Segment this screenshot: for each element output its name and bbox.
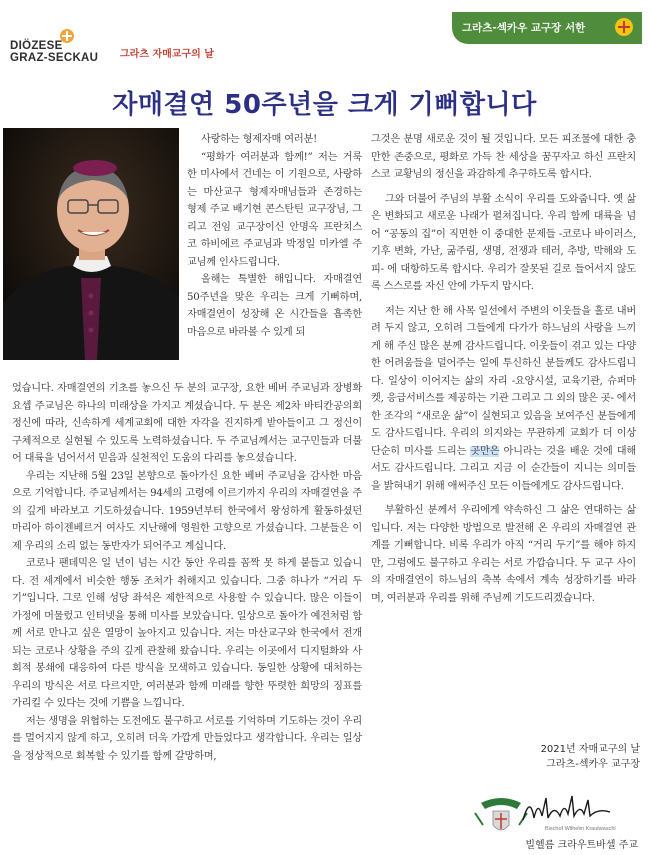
letter-column-left-bottom <box>12 380 362 765</box>
cross-emblem-icon <box>615 18 633 36</box>
logo-line2: GRAZ-SECKAU <box>10 52 99 64</box>
bishop-portrait <box>3 128 179 360</box>
paragraph <box>371 303 636 496</box>
paragraph: 저는 생명을 위협하는 도전에도 불구하고 서로를 기억하며 기도하는 것이 우리를 멀어지지 않게 하고, 오히려 더욱 가깝게 만들었다고 생각합니다. 우리는 일상을 정상적으로 회복할 수 있기를 함께 갈망하며, <box>12 715 362 762</box>
paragraph: 그와 더불어 주님의 부활 소식이 우리를 도와줍니다. 옛 삶은 변화되고 새로운 나래가 펼쳐집니다. 우리 함께 대륙을 넘어 “공동의 집”이 직면한 이 중대한 문제들 -코로나 바이러스, 기후 변화, 가난, 굶주림, 생명, 전쟁과 테러, 추방, 박해와 도피- 에 대항하도록 합시다. 우리가 잘못된 길로 들어서지 않도록 스스로를 자신 안에 가두지 맙시다. <box>371 193 636 292</box>
paragraph: 그것은 분명 새로운 것이 될 것입니다. 모든 피조물에 대한 충만한 존중으로, 평화로 가득 찬 세상을 꿈꾸자고 하신 프란치스코 교황님의 정신을 과감하게 추구하도록 합시다. <box>371 134 636 180</box>
diocese-logo <box>10 40 130 64</box>
greeting: 사랑하는 형제자매 여러분! <box>201 134 318 145</box>
header-banner-text: 그라츠-섹카우 교구장 서한 <box>462 22 586 34</box>
signature-date: 2021년 자매교구의 날 <box>540 744 640 755</box>
letter-column-left-top <box>187 131 362 341</box>
paragraph-part: 저는 지난 한 해 사목 일선에서 주변의 이웃들을 홀로 내버려 두지 않고, 오히려 그들에게 다가가 하느님의 사랑을 느끼게 해 주신 많은 분께 감사드립니다. 이웃들이 겪고 있는 다양한 어려움들을 덜어주는 일에 투신하신 분들께도 감사드립니다. 일상이 이어지는 삶의 자리 -요양시설, 교육기관, 슈퍼마켓, 응급서비스를 제공하는 기관 그리고 그 외의 많은 곳- 에서 한 조각의 “새로운 삶”이 실현되고 있음을 보여주신 분들에게도 감사드립니다. 우리의 의지와는 무관하게 교회가 더 이상 단순히 미사를 드리는 <box>371 305 637 457</box>
paragraph: 우리는 지난해 5월 23일 본향으로 돌아가신 요한 베버 주교님을 감사한 마음으로 기억합니다. 주교님께서는 94세의 고령에 이르기까지 우리의 자매결연을 주의 깊게 바라보고 기도하셨습니다. 1959년부터 한국에서 왕성하게 활동하셨던 마리아 하이젠베르거 여사도 지난해에 영원한 고향으로 가셨습니다. 그분들은 이제 우리의 소리 없는 동반자가 되어주고 계십니다. <box>12 470 362 552</box>
signature-role: 그라츠-섹카우 교구장 <box>546 759 640 770</box>
handwritten-signature <box>520 790 615 828</box>
paragraph-part: 아니라는 것을 배운 것에 대해서도 감사드립니다. 그리고 지금 이 순간들이 지니는 의미들을 밝혀내기 위해 애써주신 모든 이들에게도 감사드립니다. <box>371 445 636 492</box>
logo-line1: DIÖZESE <box>10 40 63 52</box>
paragraph: 었습니다. 자매결연의 기초를 놓으신 두 분의 교구장, 요한 베버 주교님과 장병화 요셉 주교님은 하나의 미래상을 가지고 계셨습니다. 두 분은 제2차 바티칸공의회 정신에 따라, 신속하게 세계교회에 대한 자각을 진지하게 받아들이고 그 정신이 구체적으로 실현될 수 있도록 노력하셨습니다. 두 주교님께서는 교구민들과 더불어 대륙을 넘어서서 믿음과 실천적인 도움의 다리를 놓으셨습니다. <box>12 383 362 464</box>
paragraph: “평화가 여러분과 함께!” 저는 거룩한 미사에서 건네는 이 기원으로, 사랑하는 마산교구 형제자매님들과 존경하는 형제 주교 배기현 콘스탄틴 교구장님, 그리고 전임 교구장이신 안명옥 프란치스코 하비에르 주교님과 박정일 미카엘 주교님께 인사드립니다. <box>187 151 362 268</box>
paragraph: 코로나 팬데믹은 일 년이 넘는 시간 동안 우리를 꼼짝 못 하게 붙들고 있습니다. 전 세계에서 비슷한 행동 조처가 취해지고 있습니다. 그중 하나가 “거리 두기”입니다. 그로 인해 성당 좌석은 제한적으로 사용할 수 있습니다. 많은 이들이 가정에 머물렀고 인터넷을 통해 미사를 보았습니다. 일상으로 돌아가 예전처럼 함께 서로 만나고 싶은 열망이 높아지고 있습니다. 저는 마산교구와 한국에서 전개되는 코로나 상황을 주의 깊게 관찰해 왔습니다. 우리는 이곳에서 디지털화와 사회적 봉쇄에 대응하여 다른 방식을 모색하고 있습니다. 동일한 상황에 대처하는 우리의 방식은 서로 다르지만, 여러분과 함께 미래를 향한 뚜렷한 희망의 징표를 가리킬 수 있다는 것에 기쁨을 느낍니다. <box>12 558 362 709</box>
signature-block <box>440 742 640 772</box>
paragraph: 올해는 특별한 해입니다. 자매결연 50주년을 맞은 우리는 크게 기뻐하며, 자매결연이 성장해 온 시간들을 흡족한 마음으로 바라볼 수 있게 되 <box>187 274 362 338</box>
page-title: 자매결연 50주년을 크게 기뻐합니다 <box>112 90 537 120</box>
paragraph: 부활하신 분께서 우리에게 약속하신 그 삶은 연대하는 삶입니다. 저는 다양한 방법으로 발전해 온 우리의 자매결연 관계를 기뻐합니다. 비록 우리가 아직 “거리 두기”를 해야 하지만, 그럼에도 불구하고 우리는 서로 가깝습니다. 두 교구 사이의 자매결연이 하느님의 축복 속에서 계속 성장하기를 바라며, 여러분과 우리를 위해 주님께 기도드리겠습니다. <box>371 505 636 604</box>
highlighted-text[interactable]: 곳만은 <box>470 445 500 457</box>
letter-column-right <box>371 131 636 607</box>
header-tag: 그라츠 자매교구의 날 <box>120 49 214 60</box>
signature-caption: Bischof Wilhelm Krautwaschl <box>545 826 616 832</box>
signature-name: 빌헬름 크라우트바셀 주교 <box>525 840 638 851</box>
